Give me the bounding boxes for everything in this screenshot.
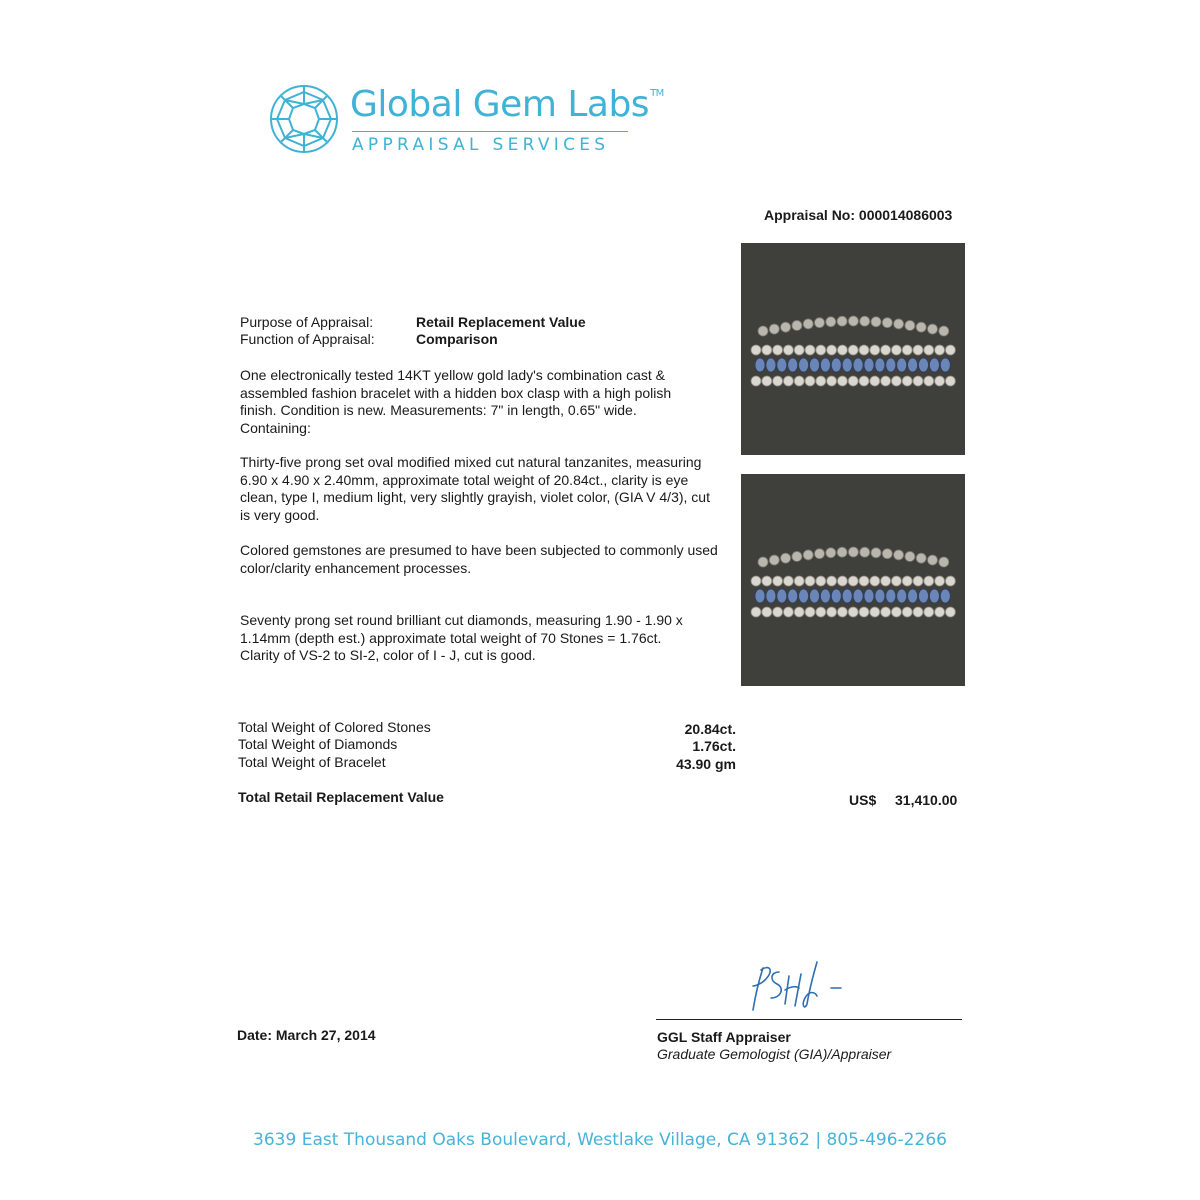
colored-weight-label: Total Weight of Colored Stones — [238, 719, 431, 735]
bracelet-photo-bottom — [741, 474, 965, 686]
bracelet-weight-value: 43.90 gm — [676, 756, 736, 772]
signature-line — [656, 1019, 962, 1020]
function-label: Function of Appraisal: — [240, 331, 375, 347]
footer-address: 3639 East Thousand Oaks Boulevard, Westlake Village, CA 91362 | 805-496-2266 — [253, 1130, 947, 1150]
diamond-weight-label: Total Weight of Diamonds — [238, 736, 398, 752]
diamond-paragraph: Seventy prong set round brilliant cut diamonds, measuring 1.90 - 1.90 x 1.14mm (depth est.) approximate total weight of 70 Stones = 1.76ct. Clarity of VS-2 to SI-2, color of I - J, cut is good. — [240, 612, 683, 663]
enhancement-paragraph: Colored gemstones are presumed to have been subjected to commonly used color/clarity enhancement processes. — [240, 542, 718, 576]
function-value: Comparison — [416, 331, 498, 347]
brand-divider — [352, 131, 628, 132]
appraiser-title: GGL Staff Appraiser — [657, 1029, 791, 1045]
tanzanite-paragraph: Thirty-five prong set oval modified mixed cut natural tanzanites, measuring 6.90 x 4.90 x 2.40mm, approximate total weight of 20.84ct., clarity is eye clean, type I, medium light, very slightly grayish, violet color, (GIA V 4/3), cut is very good. — [240, 454, 710, 523]
retail-value-amount: 31,410.00 — [895, 792, 958, 808]
brand-subtitle: APPRAISAL SERVICES — [352, 135, 610, 155]
bracelet-weight-label: Total Weight of Bracelet — [238, 754, 386, 770]
appraiser-credential: Graduate Gemologist (GIA)/Appraiser — [657, 1046, 892, 1062]
description-paragraph: One electronically tested 14KT yellow gold lady's combination cast & assembled fashion bracelet with a hidden box clasp with a high polish finish. Condition is new. Measurements: 7" in length, 0.65" wide. Containing: — [240, 367, 672, 436]
appraisal-number: Appraisal No: 000014086003 — [764, 207, 953, 223]
purpose-value: Retail Replacement Value — [416, 314, 586, 330]
purpose-label: Purpose of Appraisal: — [240, 314, 374, 330]
gem-logo-icon — [268, 80, 340, 158]
diamond-weight-value: 1.76ct. — [692, 738, 736, 754]
brand-name: Global Gem Labs™ — [350, 84, 664, 125]
trademark-mark: TM — [650, 88, 664, 99]
currency-code: US$ — [849, 792, 877, 808]
colored-weight-value: 20.84ct. — [684, 721, 736, 737]
retail-value-label: Total Retail Replacement Value — [238, 789, 444, 805]
signature-image — [735, 958, 865, 1018]
appraisal-date: Date: March 27, 2014 — [237, 1027, 376, 1043]
bracelet-photo-top — [741, 243, 965, 455]
